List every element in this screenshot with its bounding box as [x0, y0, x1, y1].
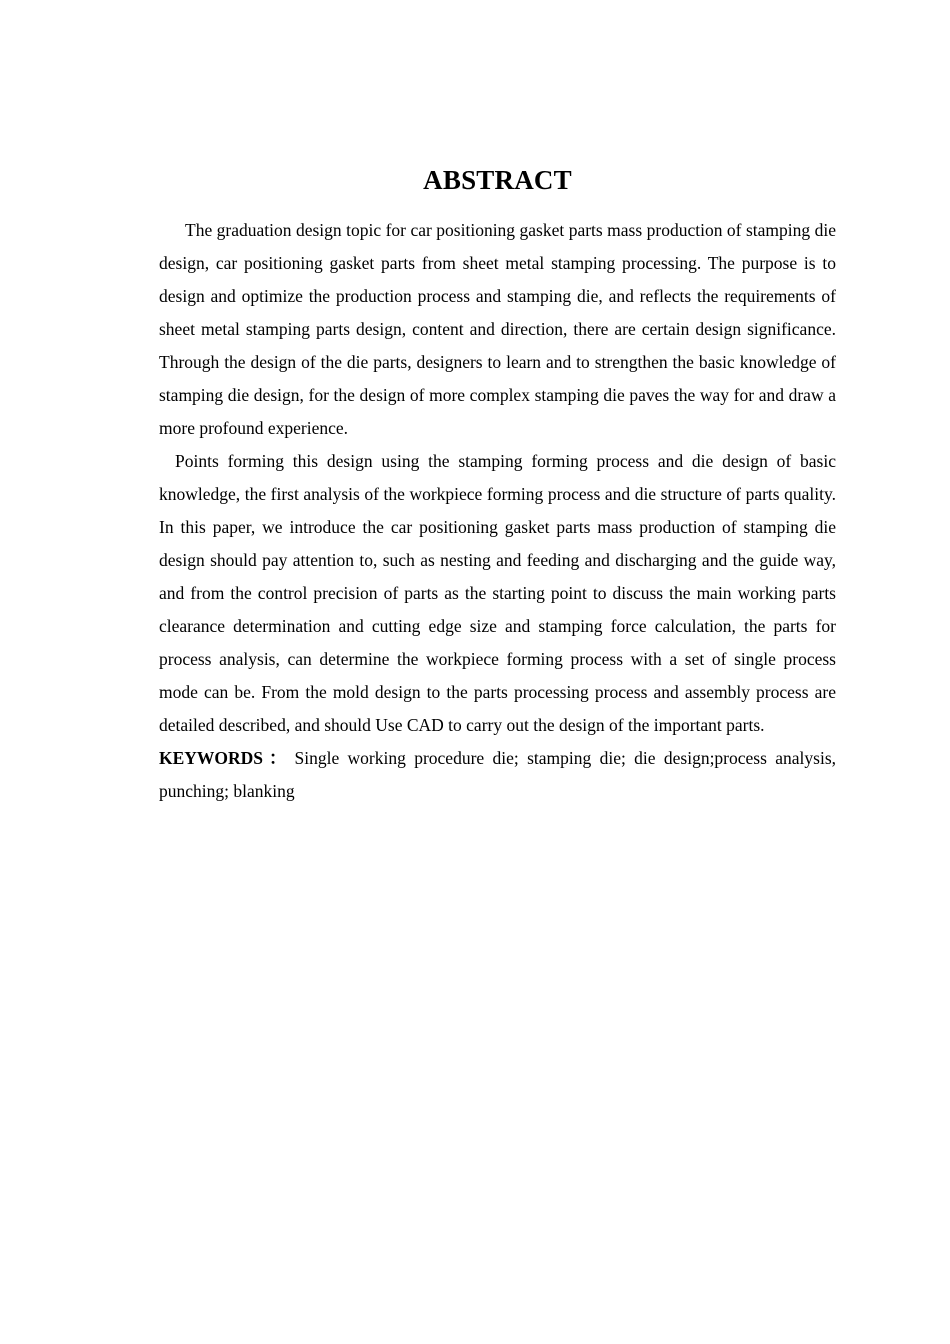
abstract-section: [159, 160, 836, 808]
keywords-line: [159, 742, 836, 808]
abstract-title: ABSTRACT: [423, 165, 572, 195]
keywords-separator: ：: [265, 748, 291, 768]
keywords-label: KEYWORDS: [159, 748, 264, 768]
abstract-paragraph-2: Points forming this design using the stamping forming process and die design of basic knowledge, the first analysis of the workpiece forming process and die structure of parts quality. In this paper, we introduce the car positioning gasket parts mass production of stamping die design should pay attention to, such as nesting and feeding and discharging and the guide way, and from the control precision of parts as the starting point to discuss the main working parts clearance determination and cutting edge size and stamping force calculation, the parts for process analysis, can determine the workpiece forming process with a set of single process mode can be. From the mold design to the parts processing process and assembly process are detailed described, and should Use CAD to carry out the design of the important parts.: [159, 451, 836, 735]
abstract-paragraph-1: The graduation design topic for car positioning gasket parts mass production of stamping die design, car positioning gasket parts from sheet metal stamping processing. The purpose is to design and optimize the production process and stamping die, and reflects the requirements of sheet metal stamping parts design, content and direction, there are certain design significance. Through the design of the die parts, designers to learn and to strengthen the basic knowledge of stamping die design, for the design of more complex stamping die paves the way for and draw a more profound experience.: [159, 220, 836, 438]
keywords-text: Single working procedure die; stamping die; die design;process analysis, punching; blanking: [159, 748, 837, 801]
